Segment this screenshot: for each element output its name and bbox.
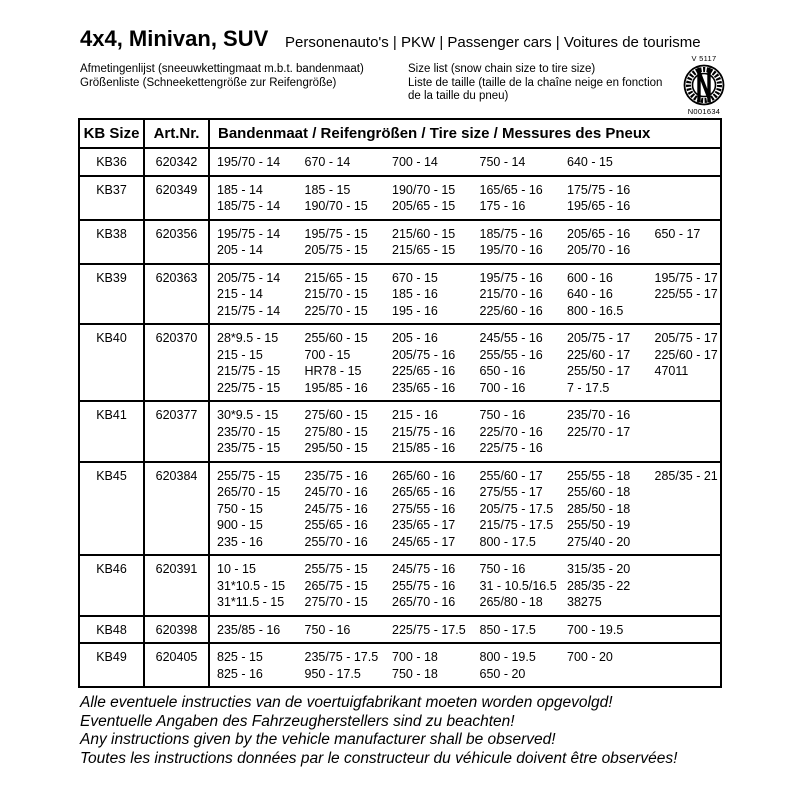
tire-size-value: 165/65 - 16 [479,182,543,197]
subhead-line-en: Size list (snow chain size to tire size) [408,63,596,75]
tire-size-value: 800 - 17.5 [479,534,536,549]
table-row [80,323,720,400]
art-nr-cell: 620391 [145,556,210,615]
tire-size-column [217,182,305,215]
kb-size-cell: KB39 [80,265,145,324]
tire-size-column [305,561,393,611]
tire-size-value: 185 - 14 [217,182,263,197]
tire-size-column [567,468,655,551]
table-row [80,219,720,263]
tire-size-value: 285/35 - 22 [567,578,631,593]
tire-size-value: 215 - 15 [217,347,263,362]
tire-size-value: 215/75 - 16 [392,424,456,439]
tire-size-value: 205/75 - 15 [304,243,368,257]
tire-size-value: 195/75 - 17 [654,270,718,285]
tire-size-value: 225/65 - 16 [392,364,456,378]
tire-size-value: 640 - 16 [567,287,613,301]
tire-size-value: 750 - 15 [217,501,263,516]
footer-note-en: Any instructions given by the vehicle manufacturer shall be observed! [80,731,556,748]
tire-size-value: 195/75 - 14 [217,226,281,241]
tire-sizes-cell [210,149,720,175]
tire-size-column [480,330,568,396]
art-nr-cell: 620363 [145,265,210,324]
table-row [80,615,720,643]
kb-size-cell: KB45 [80,463,145,555]
tire-size-column [305,226,393,259]
tire-sizes-cell [210,265,720,324]
tire-size-value: 245/65 - 17 [392,534,456,549]
tire-size-value: 255/75 - 15 [217,468,281,483]
kb-size-cell: KB48 [80,617,145,643]
tire-size-value: 215/65 - 15 [392,243,456,257]
tire-size-column [480,226,568,259]
tire-size-column [305,622,393,639]
onorm-seal-icon [683,64,725,106]
kb-size-cell: KB41 [80,402,145,461]
tire-size-value: 700 - 19.5 [567,622,624,637]
tire-size-column [567,649,613,666]
tire-size-column [217,468,305,551]
tire-size-value: 255/75 - 15 [304,562,368,576]
tire-size-value: 800 - 16.5 [567,303,624,318]
tire-size-value: 700 - 15 [304,347,351,362]
tire-size-value: 235/70 - 16 [567,408,631,422]
tire-size-value: 900 - 15 [217,518,263,532]
tire-size-column [480,561,568,611]
tire-size-value: 47011 [654,364,689,378]
tire-size-value: 315/35 - 20 [567,562,631,576]
tire-size-column [567,182,630,215]
tire-size-column [392,561,480,611]
tire-size-value: 255/75 - 16 [392,578,456,593]
tire-size-column [655,226,701,243]
tire-size-column [567,270,655,320]
kb-size-cell: KB40 [80,325,145,400]
tire-size-value: 640 - 15 [567,155,613,169]
tire-size-value: 275/55 - 16 [392,501,456,516]
tire-size-value: 255/70 - 16 [304,534,368,549]
tire-size-value: 205/70 - 16 [567,243,631,257]
tire-size-value: 265/75 - 15 [304,578,368,593]
tire-size-value: 700 - 16 [479,380,526,395]
tire-size-value: 185/75 - 16 [479,226,543,241]
tire-size-value: 275/40 - 20 [567,534,631,549]
tire-size-value: 650 - 17 [654,226,701,241]
tire-size-value: 235/85 - 16 [217,622,281,637]
tire-size-value: 825 - 16 [217,666,263,681]
subhead-en-fr [408,63,662,104]
tire-size-value: 205/75 - 17.5 [479,501,554,516]
tire-size-column [305,182,393,215]
tire-size-value: 225/75 - 17.5 [392,622,466,637]
tire-size-value: 255/50 - 17 [567,364,631,378]
tire-size-value: HR78 - 15 [304,364,362,378]
tire-size-value: 31*11.5 - 15 [217,595,285,609]
table-row [80,175,720,219]
tire-size-column [217,649,305,682]
tire-size-value: 255/60 - 15 [304,331,368,345]
tire-size-value: 275/70 - 15 [304,595,368,609]
tire-size-column [217,154,305,171]
tire-sizes-cell [210,402,720,461]
certification-mark [670,54,738,116]
tire-size-value: 190/70 - 15 [392,182,456,197]
art-nr-cell: 620405 [145,644,210,686]
tire-size-value: 215/85 - 16 [392,441,456,455]
tire-size-value: 750 - 18 [392,666,438,681]
tire-size-value: 225/70 - 17 [567,424,631,439]
tire-size-value: 700 - 20 [567,650,613,664]
tire-size-column [392,330,480,396]
art-nr-cell: 620377 [145,402,210,461]
kb-size-cell: KB46 [80,556,145,615]
tire-size-value: 255/55 - 16 [479,347,543,362]
tire-size-value: 195/65 - 16 [567,199,631,213]
footer-note-fr: Toutes les instructions données par le constructeur du véhicule doivent être observées! [80,749,678,767]
tire-size-value: 195/75 - 16 [479,270,543,285]
tire-size-value: 185 - 15 [304,182,351,197]
tire-sizes-cell [210,617,720,643]
tire-size-value: 235/65 - 16 [392,380,456,395]
footer-note-de: Eventuelle Angaben des Fahrzeugherstellers sind zu beachten! [80,712,515,730]
tire-size-value: 215 - 16 [392,408,438,422]
col-header-art-nr: Art.Nr. [145,120,210,147]
tire-size-column [392,468,480,551]
tire-size-column [567,154,613,171]
table-row [80,554,720,615]
tire-size-column [305,330,393,396]
tire-size-value: 205 - 14 [217,243,263,257]
tire-size-column [392,154,480,171]
tire-size-column [655,468,718,485]
cert-code-bottom: N001634 [687,107,721,116]
tire-size-column [392,622,480,639]
tire-size-value: 265/80 - 18 [479,595,543,609]
tire-size-value: 245/55 - 16 [479,331,543,345]
tire-size-value: 7 - 17.5 [567,380,610,395]
tire-size-value: 205/75 - 17 [567,331,631,345]
tire-size-value: 215/75 - 17.5 [479,518,554,532]
tire-size-value: 650 - 16 [479,364,526,378]
tire-size-value: 650 - 20 [479,666,526,681]
tire-size-value: 31 - 10.5/16.5 [479,578,557,593]
tire-size-column [567,226,655,259]
tire-sizes-cell [210,325,720,400]
subhead-line-de: Größenliste (Schneekettengröße zur Reifengröße) [80,76,337,89]
tire-size-value: 225/60 - 16 [479,303,543,318]
tire-size-value: 950 - 17.5 [304,666,361,681]
tire-size-value: 245/75 - 16 [392,562,456,576]
tire-size-column [217,407,305,457]
tire-size-value: 750 - 14 [479,155,526,169]
tire-size-column [305,407,393,457]
art-nr-cell: 620356 [145,221,210,263]
col-header-tire-size: Bandenmaat / Reifengrößen / Tire size / Messures des Pneux [218,125,651,142]
tire-size-value: 205/65 - 16 [567,226,631,241]
tire-sizes-cell [210,177,720,219]
table-row [80,642,720,686]
tire-size-value: 205/75 - 16 [392,347,456,362]
tire-size-value: 195/70 - 16 [479,243,543,257]
tire-size-value: 225/75 - 16 [479,441,543,455]
tire-size-value: 30*9.5 - 15 [217,408,279,422]
tire-size-value: 275/55 - 17 [479,485,543,499]
tire-size-value: 205/65 - 15 [392,199,456,213]
tire-size-column [392,270,480,320]
tire-size-value: 265/65 - 16 [392,485,456,499]
tire-size-value: 235 - 16 [217,534,263,549]
art-nr-cell: 620384 [145,463,210,555]
tire-size-value: 205 - 16 [392,331,438,345]
tire-size-value: 700 - 18 [392,650,438,664]
art-nr-cell: 620370 [145,325,210,400]
tire-size-value: 235/70 - 15 [217,424,281,439]
table-row [80,263,720,324]
size-table [78,118,722,688]
tire-size-column [567,561,630,611]
tire-size-value: 235/75 - 17.5 [304,650,379,664]
tire-sizes-cell [210,556,720,615]
tire-size-value: 295/50 - 15 [304,441,368,455]
tire-size-column [480,182,568,215]
tire-size-column [392,649,480,682]
tire-size-value: 245/75 - 16 [304,501,368,516]
page-title: 4x4, Minivan, SUV [80,26,269,51]
tire-size-value: 255/60 - 17 [479,468,543,483]
tire-size-value: 800 - 19.5 [479,650,536,664]
tire-size-column [305,468,393,551]
tire-size-value: 28*9.5 - 15 [217,331,279,345]
tire-size-column [392,182,480,215]
kb-size-cell: KB49 [80,644,145,686]
tire-size-value: 205/75 - 17 [654,331,718,345]
tire-size-value: 225/60 - 17 [567,347,631,362]
tire-size-value: 215/70 - 15 [304,287,368,301]
tire-sizes-cell [210,221,720,263]
tire-size-value: 255/55 - 18 [567,468,631,483]
subhead-line-nl: Afmetingenlijst (sneeuwkettingmaat m.b.t. bandenmaat) [80,63,364,75]
page-subtitle: Personenauto's | PKW | Passenger cars | Voitures de tourisme [285,34,701,51]
tire-size-value: 31*10.5 - 15 [217,578,286,593]
tire-size-value: 215/75 - 14 [217,303,281,318]
tire-size-value: 670 - 14 [304,155,351,169]
table-body [80,149,720,686]
tire-size-value: 235/65 - 17 [392,518,456,532]
footer-note-nl: Alle eventuele instructies van de voertuigfabrikant moeten worden opgevolgd! [80,694,613,711]
tire-size-value: 670 - 15 [392,270,438,285]
tire-size-value: 600 - 16 [567,270,613,285]
tire-size-value: 225/70 - 15 [304,303,368,318]
subhead-nl-de [80,63,364,90]
tire-size-column [480,622,568,639]
tire-size-value: 700 - 14 [392,155,438,169]
tire-size-value: 750 - 16 [479,408,526,422]
tire-size-value: 10 - 15 [217,562,256,576]
tire-size-value: 175 - 16 [479,199,526,213]
tire-size-value: 235/75 - 16 [304,468,368,483]
table-header-row [80,120,720,149]
tire-size-column [567,622,623,639]
tire-size-column [480,407,568,457]
footer-notes [80,694,677,768]
kb-size-cell: KB36 [80,149,145,175]
tire-size-value: 225/55 - 17 [654,287,718,301]
tire-sizes-cell [210,463,720,555]
tire-size-value: 195/85 - 16 [304,380,368,395]
table-row [80,149,720,175]
tire-size-value: 38275 [567,595,602,609]
kb-size-cell: KB37 [80,177,145,219]
tire-size-value: 275/60 - 15 [304,408,368,422]
tire-size-column [217,330,305,396]
tire-size-value: 215/65 - 15 [304,270,368,285]
art-nr-cell: 620398 [145,617,210,643]
subhead-line-fr-1: Liste de taille (taille de la chaîne neige en fonction [408,76,663,89]
tire-size-column [567,407,630,440]
tire-size-column [655,330,718,380]
tire-size-column [655,270,718,303]
tire-size-column [480,468,568,551]
tire-size-value: 285/35 - 21 [654,468,718,483]
tire-size-value: 190/70 - 15 [304,199,368,213]
tire-size-column [217,270,305,320]
cert-code-top: V 5117 [691,54,717,63]
tire-size-value: 255/60 - 18 [567,485,631,499]
tire-size-value: 750 - 16 [479,562,526,576]
tire-size-value: 850 - 17.5 [479,622,536,637]
tire-size-column [480,270,568,320]
tire-size-value: 215/60 - 15 [392,226,456,241]
tire-size-value: 235/75 - 15 [217,441,281,455]
table-row [80,461,720,555]
tire-sizes-cell [210,644,720,686]
kb-size-cell: KB38 [80,221,145,263]
tire-size-column [305,270,393,320]
tire-size-value: 275/80 - 15 [304,424,368,439]
table-row [80,400,720,461]
tire-size-value: 225/70 - 16 [479,424,543,439]
tire-size-value: 205/75 - 14 [217,270,281,285]
tire-size-value: 225/60 - 17 [654,347,718,362]
tire-size-column [305,649,393,682]
tire-size-column [392,226,480,259]
tire-size-value: 750 - 16 [304,622,351,637]
tire-size-value: 175/75 - 16 [567,182,631,197]
tire-size-value: 215 - 14 [217,287,263,301]
tire-size-value: 245/70 - 16 [304,485,368,499]
art-nr-cell: 620342 [145,149,210,175]
tire-size-value: 195 - 16 [392,303,438,318]
tire-size-value: 215/70 - 16 [479,287,543,301]
tire-size-value: 265/70 - 15 [217,485,281,499]
tire-size-value: 255/65 - 16 [304,518,368,532]
subhead-line-fr-2: de la taille du pneu) [408,90,509,102]
tire-size-column [480,649,568,682]
col-header-kb-size: KB Size [80,120,145,147]
tire-size-value: 195/70 - 14 [217,155,281,169]
tire-size-value: 255/50 - 19 [567,518,631,532]
tire-size-value: 185/75 - 14 [217,199,281,213]
tire-size-value: 215/75 - 15 [217,364,281,378]
tire-size-column [305,154,393,171]
art-nr-cell: 620349 [145,177,210,219]
tire-size-column [217,226,305,259]
tire-size-value: 265/60 - 16 [392,468,456,483]
tire-size-column [217,622,305,639]
tire-size-column [480,154,568,171]
tire-size-value: 185 - 16 [392,287,438,301]
tire-size-column [392,407,480,457]
tire-size-value: 285/50 - 18 [567,501,631,516]
tire-size-value: 265/70 - 16 [392,595,456,609]
tire-size-value: 195/75 - 15 [304,226,368,241]
tire-size-column [217,561,305,611]
tire-size-column [567,330,655,396]
tire-size-value: 225/75 - 15 [217,380,281,395]
tire-size-value: 825 - 15 [217,650,263,664]
